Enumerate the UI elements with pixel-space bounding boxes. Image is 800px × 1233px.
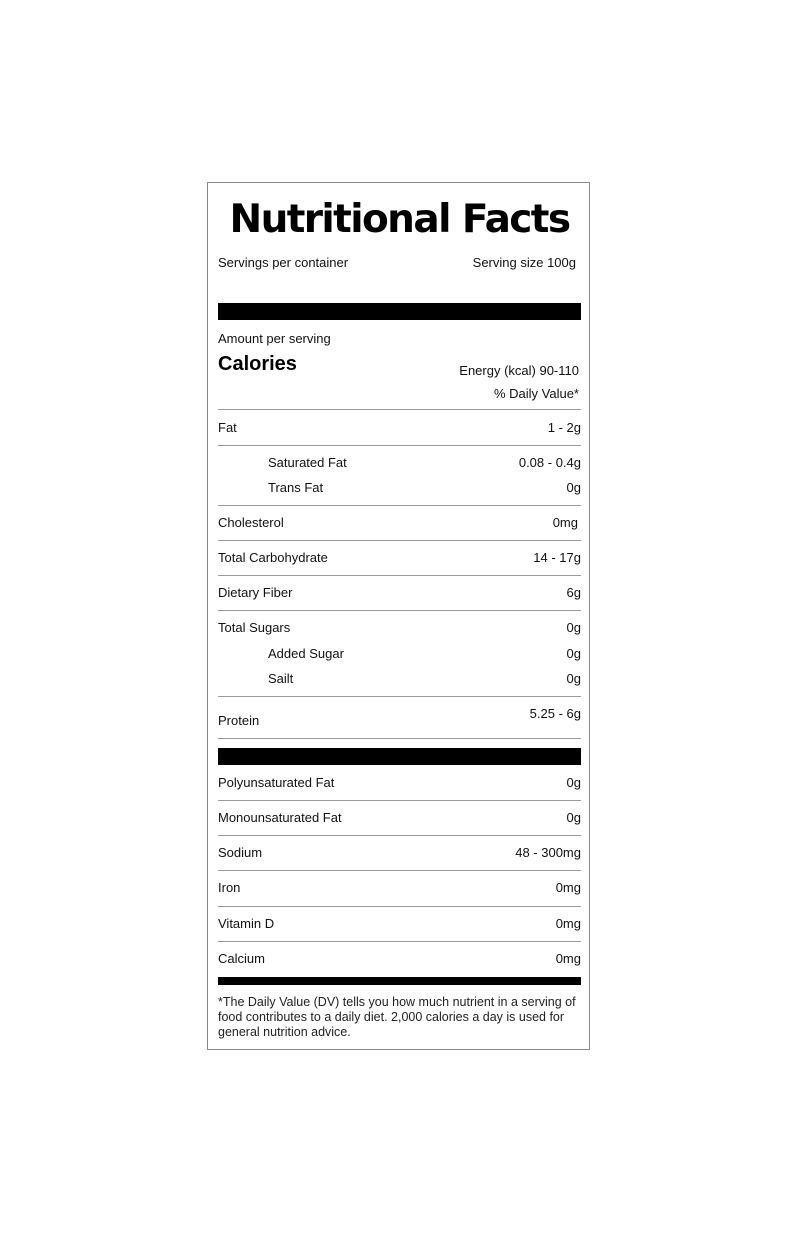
nutrient-name: Iron xyxy=(218,880,241,895)
daily-value-footnote: *The Daily Value (DV) tells you how much nutrient in a serving of food contributes to a daily diet. 2,000 calories a day is used for general nutrition advice. xyxy=(218,995,576,1039)
divider xyxy=(218,835,581,836)
nutrient-name: Monounsaturated Fat xyxy=(218,810,342,825)
nutrient-value: 0mg xyxy=(555,951,581,966)
nutrient-name: Vitamin D xyxy=(218,916,275,931)
divider xyxy=(218,575,581,576)
divider xyxy=(218,610,581,611)
nutrient-row-polyunsaturated-fat xyxy=(218,774,581,792)
nutrient-value: 0mg xyxy=(555,880,581,895)
thick-divider-bottom xyxy=(218,977,581,985)
amount-per-serving: Amount per serving xyxy=(218,331,331,346)
nutrient-row-iron xyxy=(218,879,581,897)
nutrient-name: Fat xyxy=(218,420,237,435)
nutrient-row-total-sugars xyxy=(218,619,581,637)
nutrient-name: Cholesterol xyxy=(218,515,284,530)
nutrient-row-salt xyxy=(218,670,581,688)
label-title: Nutritional Facts xyxy=(229,197,570,242)
nutrient-value: 0g xyxy=(566,671,581,686)
nutrient-row-added-sugar xyxy=(218,645,581,663)
nutrient-name: Sodium xyxy=(218,845,263,860)
nutrient-name: Dietary Fiber xyxy=(218,585,293,600)
nutrient-value: 14 - 17g xyxy=(533,550,581,565)
nutrient-value: 1 - 2g xyxy=(547,420,581,435)
divider xyxy=(218,941,581,942)
nutrient-row-protein xyxy=(218,705,581,737)
nutrient-value: 0g xyxy=(566,620,581,635)
divider xyxy=(218,409,581,410)
divider xyxy=(218,505,581,506)
divider xyxy=(218,738,581,739)
nutrient-name: Polyunsaturated Fat xyxy=(218,775,335,790)
nutrient-name: Total Carbohydrate xyxy=(218,550,328,565)
nutrient-value: 0g xyxy=(566,810,581,825)
thick-divider-top xyxy=(218,303,581,320)
nutrient-name: Saturated Fat xyxy=(268,455,347,470)
nutrient-value: 6g xyxy=(566,585,581,600)
nutrient-value: 0g xyxy=(566,646,581,661)
thick-divider-middle xyxy=(218,748,581,765)
nutrient-value: 0g xyxy=(566,775,581,790)
nutrient-name: Added Sugar xyxy=(268,646,344,661)
nutrient-row-saturated-fat xyxy=(218,454,581,472)
nutrient-row-monounsaturated-fat xyxy=(218,809,581,827)
divider xyxy=(218,540,581,541)
nutrient-row-calcium xyxy=(218,950,581,968)
nutrition-label xyxy=(207,182,590,1050)
nutrient-row-vitamin-d xyxy=(218,915,581,933)
energy-value: Energy (kcal) 90-110 xyxy=(459,363,579,378)
divider xyxy=(218,696,581,697)
nutrient-row-dietary-fiber xyxy=(218,584,581,602)
nutrient-name: Trans Fat xyxy=(268,480,324,495)
nutrient-name: Total Sugars xyxy=(218,620,291,635)
nutrient-row-sodium xyxy=(218,844,581,862)
nutrient-row-cholesterol xyxy=(218,514,581,532)
nutrient-value: 0.08 - 0.4g xyxy=(518,455,581,470)
nutrient-name: Sailt xyxy=(268,671,294,686)
nutrient-value: 48 - 300mg xyxy=(515,845,581,860)
nutrient-value: 0g xyxy=(566,480,581,495)
divider xyxy=(218,800,581,801)
divider xyxy=(218,906,581,907)
nutrient-row-fat xyxy=(218,419,581,437)
nutrient-value: 0mg xyxy=(555,916,581,931)
serving-size: Serving size 100g xyxy=(472,255,576,270)
calories-heading: Calories xyxy=(218,353,297,375)
divider xyxy=(218,445,581,446)
nutrient-row-total-carbohydrate xyxy=(218,549,581,567)
servings-per-container: Servings per container xyxy=(218,255,349,270)
daily-value-header: % Daily Value* xyxy=(493,386,579,401)
nutrient-value: 5.25 - 6g xyxy=(529,706,581,721)
nutrient-row-trans-fat xyxy=(218,479,581,497)
nutrient-name: Calcium xyxy=(218,951,265,966)
nutrient-value: 0mg xyxy=(552,515,578,530)
divider xyxy=(218,870,581,871)
nutrient-name: Protein xyxy=(218,713,260,728)
